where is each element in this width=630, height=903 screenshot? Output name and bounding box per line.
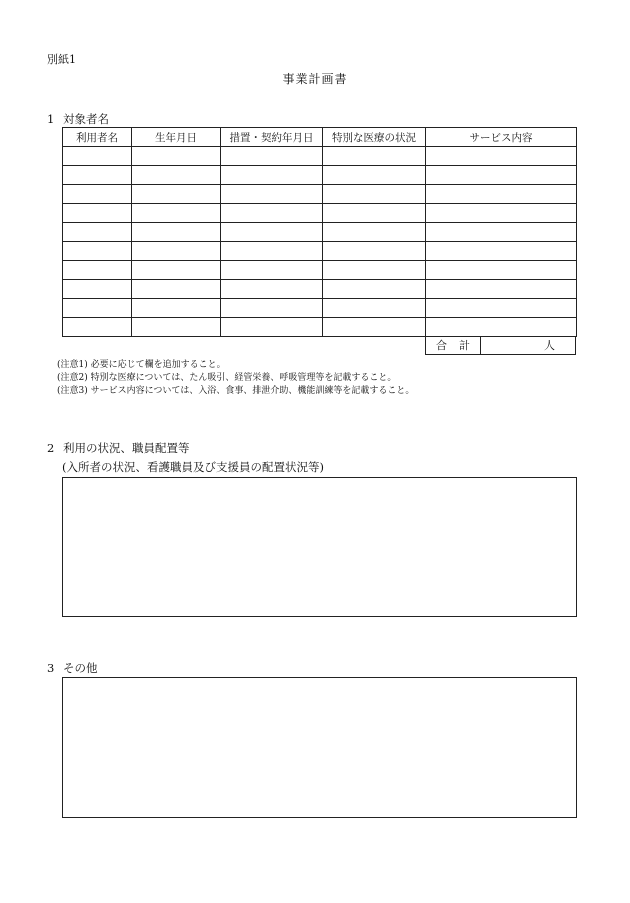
- cell-medical-status[interactable]: [323, 299, 426, 318]
- column-header-birth-date: 生年月日: [132, 128, 221, 147]
- section-1-number: 1: [47, 112, 55, 126]
- cell-user-name[interactable]: [63, 318, 132, 337]
- cell-service-content[interactable]: [426, 204, 577, 223]
- cell-birth-date[interactable]: [132, 147, 221, 166]
- cell-user-name[interactable]: [63, 242, 132, 261]
- section-2-number: 2: [47, 441, 55, 455]
- table-row: [63, 280, 577, 299]
- note-3: (注意3) サービス内容については、入浴、食事、排泄介助、機能訓練等を記載すること。: [57, 386, 415, 396]
- cell-medical-status[interactable]: [323, 166, 426, 185]
- usage-status-input-box[interactable]: [62, 477, 577, 617]
- cell-birth-date[interactable]: [132, 280, 221, 299]
- cell-medical-status[interactable]: [323, 318, 426, 337]
- cell-service-content[interactable]: [426, 280, 577, 299]
- note-1: (注意1) 必要に応じて欄を追加すること。: [57, 360, 226, 370]
- cell-user-name[interactable]: [63, 280, 132, 299]
- cell-service-content[interactable]: [426, 223, 577, 242]
- table-row: [63, 261, 577, 280]
- table-row: [63, 299, 577, 318]
- total-label-char-1: 合: [436, 339, 447, 352]
- cell-medical-status[interactable]: [323, 242, 426, 261]
- cell-medical-status[interactable]: [323, 261, 426, 280]
- section-2-title: 利用の状況、職員配置等: [63, 441, 190, 455]
- section-1-heading: [47, 111, 109, 127]
- note-2: (注意2) 特別な医療については、たん吸引、経管栄養、呼吸管理等を記載すること。: [57, 373, 397, 383]
- cell-birth-date[interactable]: [132, 223, 221, 242]
- cell-contract-date[interactable]: [221, 223, 323, 242]
- cell-contract-date[interactable]: [221, 147, 323, 166]
- table-header-row: [63, 128, 577, 147]
- table-row: [63, 204, 577, 223]
- cell-user-name[interactable]: [63, 261, 132, 280]
- cell-service-content[interactable]: [426, 318, 577, 337]
- table-row: [63, 223, 577, 242]
- cell-birth-date[interactable]: [132, 185, 221, 204]
- cell-service-content[interactable]: [426, 185, 577, 204]
- notes-block: [57, 359, 414, 398]
- cell-birth-date[interactable]: [132, 261, 221, 280]
- cell-contract-date[interactable]: [221, 185, 323, 204]
- cell-birth-date[interactable]: [132, 318, 221, 337]
- cell-service-content[interactable]: [426, 261, 577, 280]
- cell-contract-date[interactable]: [221, 280, 323, 299]
- cell-medical-status[interactable]: [323, 280, 426, 299]
- cell-contract-date[interactable]: [221, 261, 323, 280]
- cell-birth-date[interactable]: [132, 204, 221, 223]
- section-2-subheading: (入所者の状況、看護職員及び支援員の配置状況等): [62, 460, 324, 474]
- section-3-title: その他: [63, 661, 98, 675]
- table-row: [63, 318, 577, 337]
- annex-label: 別紙1: [47, 53, 76, 66]
- cell-contract-date[interactable]: [221, 318, 323, 337]
- cell-user-name[interactable]: [63, 147, 132, 166]
- total-label: [426, 336, 481, 354]
- cell-user-name[interactable]: [63, 299, 132, 318]
- column-header-user-name: 利用者名: [63, 128, 132, 147]
- table-row: [63, 185, 577, 204]
- total-unit: 人: [544, 339, 555, 352]
- cell-service-content[interactable]: [426, 299, 577, 318]
- section-3-number: 3: [47, 661, 55, 675]
- section-2-heading: [47, 440, 190, 456]
- cell-birth-date[interactable]: [132, 242, 221, 261]
- cell-service-content[interactable]: [426, 166, 577, 185]
- cell-medical-status[interactable]: [323, 147, 426, 166]
- table-row: [63, 242, 577, 261]
- column-header-contract-date: 措置・契約年月日: [221, 128, 323, 147]
- total-row: [425, 336, 576, 355]
- cell-contract-date[interactable]: [221, 166, 323, 185]
- section-1-title: 対象者名: [63, 112, 109, 126]
- other-input-box[interactable]: [62, 677, 577, 818]
- cell-service-content[interactable]: [426, 147, 577, 166]
- cell-medical-status[interactable]: [323, 223, 426, 242]
- cell-birth-date[interactable]: [132, 166, 221, 185]
- column-header-medical-status: 特別な医療の状況: [323, 128, 426, 147]
- cell-contract-date[interactable]: [221, 204, 323, 223]
- total-label-char-2: 計: [459, 339, 470, 352]
- total-value-cell[interactable]: [481, 336, 575, 354]
- cell-medical-status[interactable]: [323, 185, 426, 204]
- cell-user-name[interactable]: [63, 166, 132, 185]
- cell-birth-date[interactable]: [132, 299, 221, 318]
- cell-contract-date[interactable]: [221, 242, 323, 261]
- recipient-table: [62, 127, 577, 337]
- cell-user-name[interactable]: [63, 223, 132, 242]
- table-row: [63, 166, 577, 185]
- document-title: 事業計画書: [282, 72, 348, 86]
- cell-service-content[interactable]: [426, 242, 577, 261]
- section-3-heading: [47, 660, 98, 676]
- cell-user-name[interactable]: [63, 185, 132, 204]
- cell-contract-date[interactable]: [221, 299, 323, 318]
- table-row: [63, 147, 577, 166]
- cell-medical-status[interactable]: [323, 204, 426, 223]
- column-header-service-content: サービス内容: [426, 128, 577, 147]
- cell-user-name[interactable]: [63, 204, 132, 223]
